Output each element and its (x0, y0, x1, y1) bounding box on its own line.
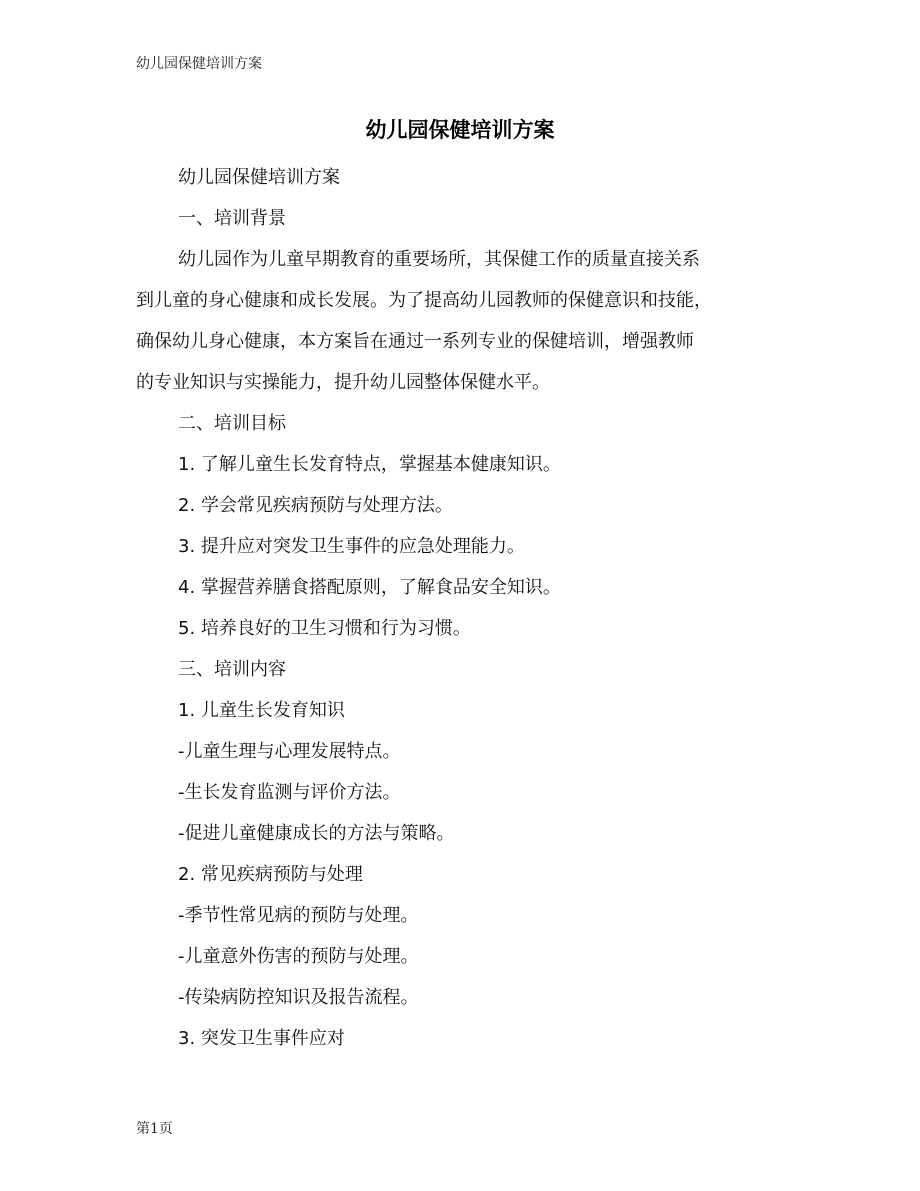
page-number: 第1页 (136, 1121, 173, 1137)
section-heading-content: 三、培训内容 (178, 659, 286, 680)
background-paragraph-line-1: 幼儿园作为儿童早期教育的重要场所，其保健工作的质量直接关系 (178, 249, 700, 270)
content-subheading: 2. 常见疾病预防与处理 (178, 864, 363, 885)
section-heading-goals: 二、培训目标 (178, 413, 286, 434)
goal-item: 4. 掌握营养膳食搭配原则，了解食品安全知识。 (178, 577, 561, 598)
goal-item: 5. 培养良好的卫生习惯和行为习惯。 (178, 618, 471, 639)
content-item: -生长发育监测与评价方法。 (178, 782, 401, 803)
document-title: 幼儿园保健培训方案 (365, 118, 555, 142)
content-item: -儿童意外伤害的预防与处理。 (178, 946, 419, 967)
background-paragraph-line-4: 的专业知识与实操能力，提升幼儿园整体保健水平。 (136, 372, 550, 393)
document-subtitle: 幼儿园保健培训方案 (178, 167, 340, 188)
content-subheading: 3. 突发卫生事件应对 (178, 1028, 345, 1049)
goal-item: 1. 了解儿童生长发育特点，掌握基本健康知识。 (178, 454, 561, 475)
content-item: -儿童生理与心理发展特点。 (178, 741, 401, 762)
running-header: 幼儿园保健培训方案 (136, 56, 262, 72)
background-paragraph-line-3: 确保幼儿身心健康，本方案旨在通过一系列专业的保健培训，增强教师 (136, 331, 694, 352)
goal-item: 3. 提升应对突发卫生事件的应急处理能力。 (178, 536, 525, 557)
content-item: -传染病防控知识及报告流程。 (178, 987, 419, 1008)
background-paragraph-line-2: 到儿童的身心健康和成长发展。为了提高幼儿园教师的保健意识和技能， (136, 290, 712, 311)
content-subheading: 1. 儿童生长发育知识 (178, 700, 345, 721)
content-item: -促进儿童健康成长的方法与策略。 (178, 823, 455, 844)
section-heading-background: 一、培训背景 (178, 208, 286, 229)
goal-item: 2. 学会常见疾病预防与处理方法。 (178, 495, 453, 516)
content-item: -季节性常见病的预防与处理。 (178, 905, 419, 926)
